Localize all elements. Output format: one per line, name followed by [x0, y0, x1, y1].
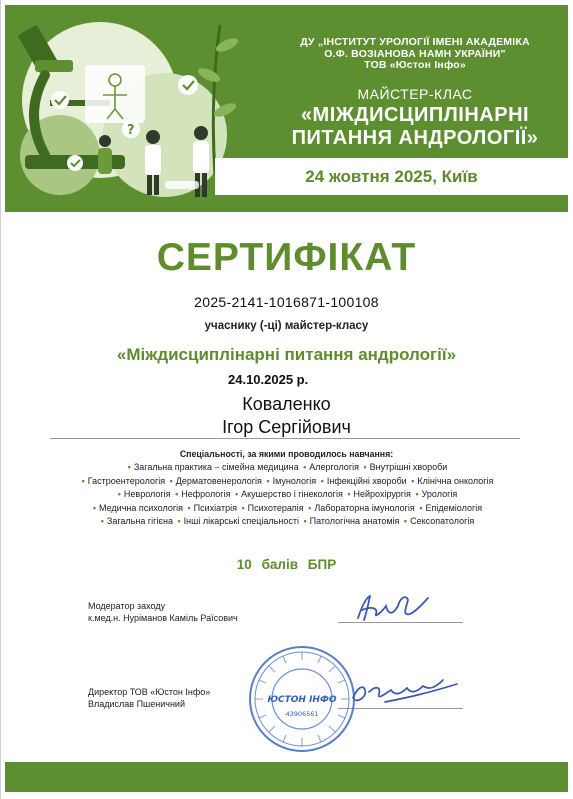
specialties-heading: Спеціальності, за якими проводилось навчання: — [179, 449, 394, 459]
specialty-item: • Інфекційні хвороби — [320, 475, 407, 486]
masterclass-title-line-1: «МІЖДИСЦИПЛІНАРНІ — [300, 103, 530, 126]
header-banner — [5, 5, 568, 212]
organizer-line-3: ТОВ «Юстон Інфо» — [364, 59, 466, 71]
seal-center-text: ЮСТОН ІНФО — [267, 695, 337, 705]
round-seal-icon — [247, 644, 357, 754]
certificate-number: 2025-2141-1016871-100108 — [194, 294, 379, 310]
specialty-item: • Урологія — [415, 489, 458, 499]
participant-label: учаснику (-ці) майстер-класу — [204, 320, 369, 332]
specialty-item: • Епідеміологія — [419, 502, 483, 513]
specialty-item: • Дерматовенерологія — [169, 475, 262, 486]
specialty-item: • Психотерапія — [241, 502, 304, 513]
specialty-item: • Нейрохірургія — [347, 489, 411, 499]
recipient-given-names: Ігор Сергійович — [222, 417, 351, 437]
specialty-item: • Загальна практика – сімейна медицина — [127, 462, 299, 472]
specialty-item: • Гастроентерологія — [81, 475, 166, 486]
date-place: 24 жовтня 2025, Київ — [305, 167, 478, 186]
specialty-item: • Нефрологія — [175, 489, 231, 499]
organizer-line-1: ДУ „ІНСТИТУТ УРОЛОГІЇ ІМЕНІ АКАДЕМІКА — [300, 36, 530, 48]
specialty-item: • Алергологія — [303, 462, 359, 472]
specialty-item: • Загальна гігієна — [100, 516, 173, 526]
masterclass-label: МАЙСТЕР-КЛАС — [357, 85, 473, 102]
director-role: Директор ТОВ «Юстон Інфо» — [88, 687, 211, 697]
specialty-item: • Сексопатологія — [403, 516, 475, 526]
masterclass-title-line-2: ПИТАННЯ АНДРОЛОГІЇ» — [291, 126, 539, 149]
name-underline — [50, 438, 520, 439]
organizer-line-2: О.Ф. ВОЗІАНОВА НАМН УКРАЇНИ" — [324, 47, 506, 60]
director-name: Владислав Пшеничний — [88, 699, 185, 709]
specialty-item: • Психіатрія — [187, 502, 237, 513]
specialties-list — [35, 461, 538, 529]
svg-text:?: ? — [127, 123, 135, 138]
seal-code: 43906561 — [285, 710, 319, 718]
moderator-name: к.мед.н. Нуріманов Каміль Раїсович — [88, 613, 238, 623]
signature-mark-icon — [345, 672, 465, 712]
specialty-item: • Медична психологія — [92, 502, 183, 513]
signature-mark-icon — [348, 588, 438, 628]
moderator-role: Модератор заходу — [88, 601, 166, 611]
course-date: 24.10.2025 р. — [228, 372, 309, 387]
course-title: «Міждисциплінарні питання андрології» — [116, 345, 457, 364]
director-block — [88, 686, 210, 710]
moderator-block — [88, 600, 238, 624]
certificate-title: СЕРТИФІКАТ — [156, 236, 417, 279]
specialty-item: • Імунологія — [266, 475, 317, 486]
specialty-item: • Неврологія — [117, 489, 171, 499]
date-place-box — [215, 158, 568, 195]
specialty-item: • Внутрішні хвороби — [363, 462, 448, 472]
specialty-item: • Лабораторна імунологія — [308, 502, 415, 513]
recipient-surname: Коваленко — [242, 394, 331, 414]
specialty-item: • Акушерство і гінекологія — [234, 489, 343, 499]
organizer-block — [265, 37, 565, 150]
specialty-item: • Інші лікарські спеціальності — [177, 516, 299, 526]
specialty-item: • Клінічна онкологія — [411, 475, 494, 486]
question-bubble-icon — [122, 120, 140, 138]
specialty-item: • Патологічна анатомія — [303, 516, 400, 526]
footer-band — [5, 762, 568, 792]
cpd-points: 10 балів БПР — [236, 557, 337, 572]
